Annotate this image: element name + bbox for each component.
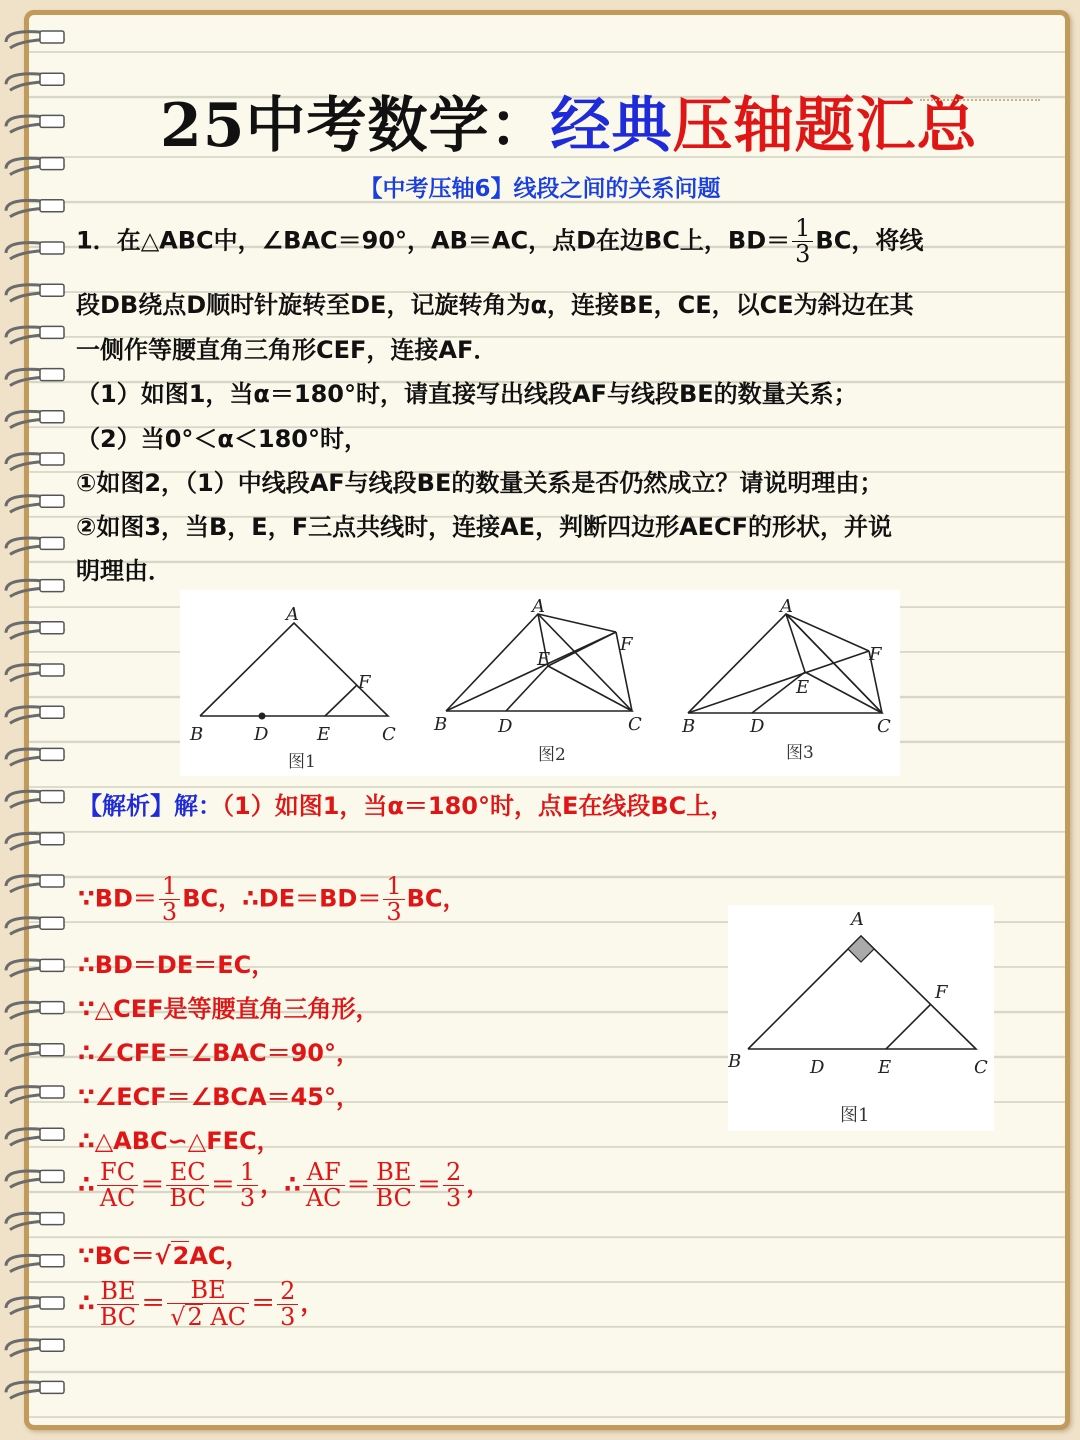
binding-hole xyxy=(40,580,64,592)
solution-step-2: ∴BD＝DE＝EC， xyxy=(78,951,276,979)
problem-line-5: （2）当0°＜α＜180°时， xyxy=(76,425,368,453)
fig4-label-c: C xyxy=(974,1057,988,1078)
sqrt-sign: √ xyxy=(170,1303,186,1332)
solution-step-5: ∵∠ECF＝∠BCA＝45°， xyxy=(78,1083,361,1111)
fig3-label-a: A xyxy=(780,596,793,617)
binding-hole xyxy=(40,1381,64,1393)
fraction-denominator: AC xyxy=(99,1184,136,1213)
step-9-frac-be-root2ac xyxy=(167,1278,249,1330)
problem-line-4: （1）如图1，当α＝180°时，请直接写出线段AF与线段BE的数量关系； xyxy=(76,380,858,408)
binding-hole xyxy=(40,959,64,971)
step-1-fraction-1 xyxy=(159,874,180,925)
fraction-numerator: AF xyxy=(303,1160,345,1186)
fig4-label-a: A xyxy=(851,909,864,930)
fig1-label-f: F xyxy=(358,672,371,693)
binding-hole xyxy=(40,791,64,803)
problem-line-8: 明理由． xyxy=(76,557,172,585)
equals-sign: ＝ xyxy=(346,1170,371,1199)
fraction-numerator: 1 xyxy=(792,216,813,242)
fig1-label-b: B xyxy=(190,724,204,745)
binding-hole xyxy=(40,242,64,254)
step-7-frac-af-ac xyxy=(303,1160,345,1211)
fig3-label-e: E xyxy=(796,677,810,698)
step-7-frac-2-3 xyxy=(443,1160,464,1211)
binding-hole xyxy=(40,369,64,381)
fig2-label-d: D xyxy=(498,716,513,737)
figure-3-lines xyxy=(688,614,882,713)
problem-line-3: 一侧作等腰直角三角形CEF，连接AF． xyxy=(76,336,498,364)
binding-hole xyxy=(40,326,64,338)
title-part-3: 压轴题汇总 xyxy=(672,91,978,161)
step-8-part-b: AC， xyxy=(189,1242,250,1270)
fraction-numerator: BE xyxy=(97,1279,139,1305)
fraction-numerator: 2 xyxy=(443,1160,464,1186)
binding-hole xyxy=(40,1002,64,1014)
problem-line-1 xyxy=(76,216,923,267)
solution-step-4: ∴∠CFE＝∠BAC＝90°， xyxy=(78,1039,361,1067)
binding-hole xyxy=(40,1213,64,1225)
binding-hole xyxy=(40,411,64,423)
problem-line-1-end: BC，将线 xyxy=(815,226,924,255)
binding-hole xyxy=(40,158,64,170)
equals-sign: ＝ xyxy=(140,1170,165,1199)
denominator-ac: AC xyxy=(210,1303,247,1332)
solution-figure xyxy=(728,905,994,1131)
solution-step-3: ∵△CEF是等腰直角三角形， xyxy=(78,995,380,1023)
fraction-denominator xyxy=(167,1304,249,1330)
fraction-numerator: 1 xyxy=(237,1160,258,1186)
fig1-label-a: A xyxy=(286,604,299,625)
fig4-label-f: F xyxy=(935,982,948,1003)
fig1-caption: 图1 xyxy=(288,752,316,772)
solution-intro-text: （1）如图1，当α＝180°时，点E在线段BC上， xyxy=(222,792,735,820)
figure-1-lines xyxy=(200,623,388,716)
binding-hole xyxy=(40,537,64,549)
fig3-label-c: C xyxy=(877,716,891,737)
step-7-frac-1-3 xyxy=(237,1160,258,1211)
fig2-label-a: A xyxy=(532,596,545,617)
fraction-denominator: 3 xyxy=(280,1302,296,1331)
binding-hole xyxy=(40,1255,64,1267)
binding-hole xyxy=(40,31,64,43)
equals-sign: ＝ xyxy=(417,1170,441,1199)
fraction-numerator: BE xyxy=(373,1160,415,1186)
fig4-label-b: B xyxy=(728,1051,742,1072)
binding-hole xyxy=(40,284,64,296)
fig3-caption: 图3 xyxy=(786,743,814,763)
step-1-fraction-2 xyxy=(383,874,404,925)
solution-step-1 xyxy=(78,874,467,925)
step-9-frac-be-bc xyxy=(97,1276,139,1331)
title-dotted-rule xyxy=(920,99,1040,101)
step-8-part-a: ∵BC＝ xyxy=(78,1242,155,1270)
binding-hole xyxy=(40,833,64,845)
fig4-caption: 图1 xyxy=(840,1105,870,1126)
fraction-numerator: 2 xyxy=(277,1279,298,1305)
fig1-label-e: E xyxy=(317,724,331,745)
step-1-part-c: BC， xyxy=(406,884,467,913)
fig3-label-d: D xyxy=(750,716,765,737)
title-part-2: 经典 xyxy=(550,91,673,161)
figure-1-point-d xyxy=(259,713,266,720)
binding-hole xyxy=(40,495,64,507)
fraction-numerator: EC xyxy=(166,1160,208,1186)
binding-hole xyxy=(40,1044,64,1056)
step-9-end: ， xyxy=(300,1289,325,1318)
solution-step-8 xyxy=(78,1236,250,1271)
binding-hole xyxy=(40,748,64,760)
solution-intro xyxy=(78,786,734,821)
fraction-numerator: BE xyxy=(167,1278,249,1304)
fraction-denominator: 3 xyxy=(239,1184,256,1213)
step-9-therefore: ∴ xyxy=(78,1289,95,1318)
binding-hole xyxy=(40,1339,64,1351)
equals-sign: ＝ xyxy=(210,1170,235,1199)
solution-step-7 xyxy=(78,1160,490,1211)
fig2-label-f: F xyxy=(620,634,633,655)
fraction-denominator: 3 xyxy=(795,240,811,269)
problem-figures xyxy=(180,590,900,776)
fraction-denominator: 3 xyxy=(386,898,402,927)
step-7-frac-fc-ac xyxy=(97,1160,139,1211)
binding-hole xyxy=(40,622,64,634)
binding-hole xyxy=(40,1086,64,1098)
fraction-numerator: FC xyxy=(97,1160,139,1186)
binding-hole xyxy=(40,1128,64,1140)
fig1-label-c: C xyxy=(382,724,396,745)
fig3-label-b: B xyxy=(682,716,696,737)
binding-hole xyxy=(40,917,64,929)
sqrt-sign: √ xyxy=(154,1242,171,1270)
binding-hole xyxy=(40,1297,64,1309)
step-7-end: ， xyxy=(466,1170,491,1199)
fraction-denominator: 3 xyxy=(161,898,178,927)
step-7-connector: ，∴ xyxy=(260,1170,301,1199)
step-1-part-a: ∵BD＝ xyxy=(78,884,157,913)
figures-svg xyxy=(180,590,900,776)
fig4-label-e: E xyxy=(878,1057,892,1078)
equals-sign: ＝ xyxy=(251,1289,276,1318)
sqrt-radicand: 2 xyxy=(187,1303,203,1332)
fraction-denominator: AC xyxy=(305,1184,342,1213)
step-7-frac-ec-bc xyxy=(166,1160,208,1211)
problem-line-6: ①如图2，（1）中线段AF与线段BE的数量关系是否仍然成立？请说明理由； xyxy=(76,469,884,497)
binding-hole xyxy=(40,664,64,676)
binding-hole xyxy=(40,1170,64,1182)
title-part-1: 25中考数学： xyxy=(160,91,551,161)
fraction-denominator: BC xyxy=(99,1302,137,1331)
fraction-denominator: BC xyxy=(169,1184,206,1213)
fraction-numerator: 1 xyxy=(383,874,404,900)
problem-line-2: 段DB绕点D顺时针旋转至DE，记旋转角为α，连接BE，CE，以CE为斜边在其 xyxy=(76,291,914,319)
fig1-label-d: D xyxy=(254,724,269,745)
problem-fraction xyxy=(792,216,813,267)
page-title xyxy=(160,78,978,164)
binding-hole xyxy=(40,115,64,127)
fig2-label-b: B xyxy=(434,714,448,735)
problem-line-7: ②如图3，当B，E，F三点共线时，连接AE，判断四边形AECF的形状，并说 xyxy=(76,513,893,541)
step-7-therefore: ∴ xyxy=(78,1170,95,1199)
step-9-frac-2-3 xyxy=(277,1276,298,1331)
step-7-frac-be-bc xyxy=(373,1160,415,1211)
section-subtitle: 【中考压轴6】线段之间的关系问题 xyxy=(359,176,721,202)
solution-step-9 xyxy=(78,1278,324,1330)
fraction-numerator: 1 xyxy=(159,874,180,900)
binding-hole xyxy=(40,875,64,887)
spiral-binding xyxy=(0,0,80,1440)
solution-step-6: ∴△ABC∽△FEC， xyxy=(78,1127,281,1155)
fig2-label-e: E xyxy=(537,649,551,670)
binding-hole xyxy=(40,73,64,85)
fig2-label-c: C xyxy=(628,714,642,735)
fraction-denominator: BC xyxy=(375,1184,412,1213)
right-angle-marker xyxy=(848,936,874,962)
equals-sign: ＝ xyxy=(141,1289,166,1318)
fig2-caption: 图2 xyxy=(538,745,566,765)
solution-header: 【解析】解： xyxy=(78,792,222,820)
fraction-denominator: 3 xyxy=(446,1184,462,1213)
binding-hole xyxy=(40,706,64,718)
step-1-part-b: BC，∴DE＝BD＝ xyxy=(182,884,382,913)
solution-figure-svg xyxy=(728,905,994,1131)
fig3-label-f: F xyxy=(869,644,882,665)
problem-line-1-start: 1．在△ABC中，∠BAC＝90°，AB＝AC，点D在边BC上，BD＝ xyxy=(76,226,791,255)
binding-hole xyxy=(40,453,64,465)
fig4-label-d: D xyxy=(810,1057,825,1078)
sqrt-radicand: 2 xyxy=(172,1242,190,1270)
